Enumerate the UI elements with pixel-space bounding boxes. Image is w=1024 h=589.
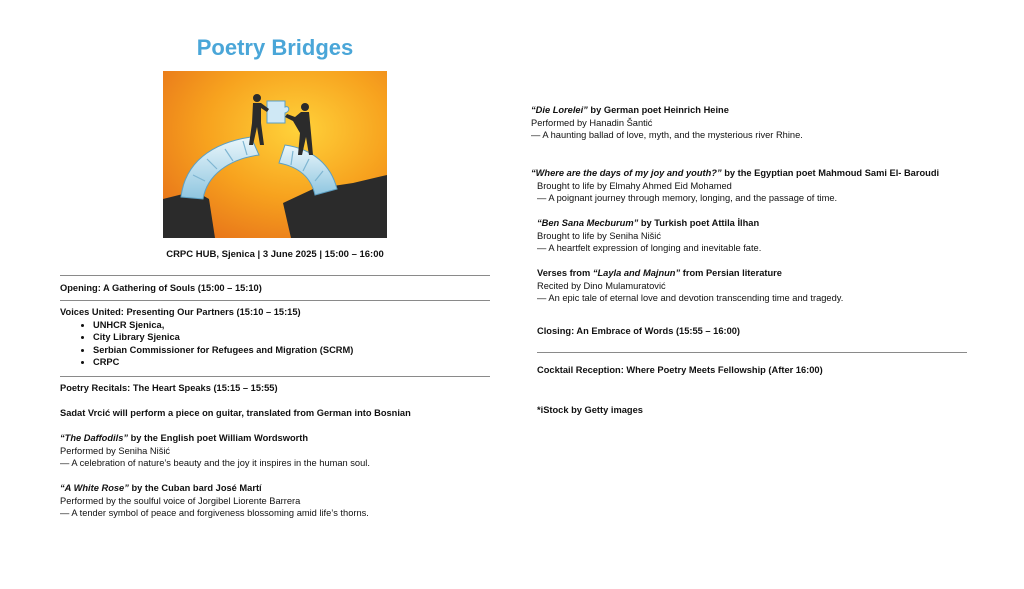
poem-title: “Layla and Majnun” <box>592 268 681 278</box>
list-item: • UNHCR Sjenica, <box>93 319 490 332</box>
partners-list <box>60 319 490 369</box>
poem-entry <box>531 167 1001 205</box>
poem-title: “Ben Sana Mecburum” <box>537 218 639 228</box>
divider <box>60 376 490 377</box>
poem-prefix: Verses from <box>537 268 593 278</box>
divider <box>60 300 490 301</box>
poem-entry <box>60 432 370 470</box>
poem-description: — A tender symbol of peace and forgiveness blossoming amid life’s thorns. <box>60 508 369 519</box>
poem-author: by German poet Heinrich Heine <box>587 105 729 115</box>
poem-performer: Performed by Hanadin Šantić <box>531 117 653 128</box>
poem-title: “Die Lorelei” <box>531 105 588 115</box>
poem-entry <box>537 217 761 255</box>
poem-description: — An epic tale of eternal love and devotion transcending time and tragedy. <box>537 293 844 304</box>
list-item: • City Library Sjenica <box>93 331 490 344</box>
closing-section: Closing: An Embrace of Words (15:55 – 16:00) <box>537 326 741 336</box>
partners-heading: Voices United: Presenting Our Partners (15:10 – 15:15) <box>60 307 301 317</box>
list-item: • Serbian Commissioner for Refugees and Migration (SCRM) <box>93 344 490 357</box>
poem-title: “The Daffodils” <box>60 433 129 443</box>
poem-description: — A haunting ballad of love, myth, and the mysterious river Rhine. <box>531 130 803 141</box>
poem-performer: Performed by Seniha Nišić <box>60 445 171 456</box>
partners-section <box>60 306 490 369</box>
poem-author: by Turkish poet Attila İlhan <box>638 218 760 228</box>
image-credit: *iStock by Getty images <box>537 405 643 415</box>
page-title: Poetry Bridges <box>196 35 354 60</box>
poem-entry <box>60 482 369 520</box>
list-item: • CRPC <box>93 356 490 369</box>
poem-author: by the Cuban bard José Martí <box>128 483 262 493</box>
poem-entry <box>537 267 843 305</box>
bridge-illustration <box>163 71 387 238</box>
poem-title: “A White Rose” <box>60 483 129 493</box>
recitals-heading: Poetry Recitals: The Heart Speaks (15:15 – 15:55) <box>60 383 278 393</box>
poem-description: — A poignant journey through memory, longing, and the passage of time. <box>537 193 838 204</box>
poem-performer: Brought to life by Seniha Nišić <box>537 230 662 241</box>
poem-title: “Where are the days of my joy and youth?” <box>531 168 722 178</box>
guitar-performance: Sadat Vrcić will perform a piece on guitar, translated from German into Bosnian <box>60 408 411 418</box>
opening-section: Opening: A Gathering of Souls (15:00 – 15:10) <box>60 283 262 293</box>
poem-performer: Brought to life by Elmahy Ahmed Eid Mohamed <box>537 180 732 191</box>
event-venue-date: CRPC HUB, Sjenica | 3 June 2025 | 15:00 – 16:00 <box>166 249 384 260</box>
poem-performer: Recited by Dino Mulamuratović <box>537 280 666 291</box>
divider <box>60 275 490 276</box>
poem-author: from Persian literature <box>680 268 782 278</box>
cocktail-section: Cocktail Reception: Where Poetry Meets Fellowship (After 16:00) <box>537 365 823 375</box>
divider <box>537 352 967 353</box>
poem-description: — A heartfelt expression of longing and inevitable fate. <box>537 243 762 254</box>
poem-entry <box>531 104 803 142</box>
poem-performer: Performed by the soulful voice of Jorgibel Liorente Barrera <box>60 495 301 506</box>
poem-description: — A celebration of nature’s beauty and the joy it inspires in the human soul. <box>60 458 370 469</box>
poem-author: by the Egyptian poet Mahmoud Sami El- Baroudi <box>721 168 940 178</box>
poem-author: by the English poet William Wordsworth <box>128 433 309 443</box>
